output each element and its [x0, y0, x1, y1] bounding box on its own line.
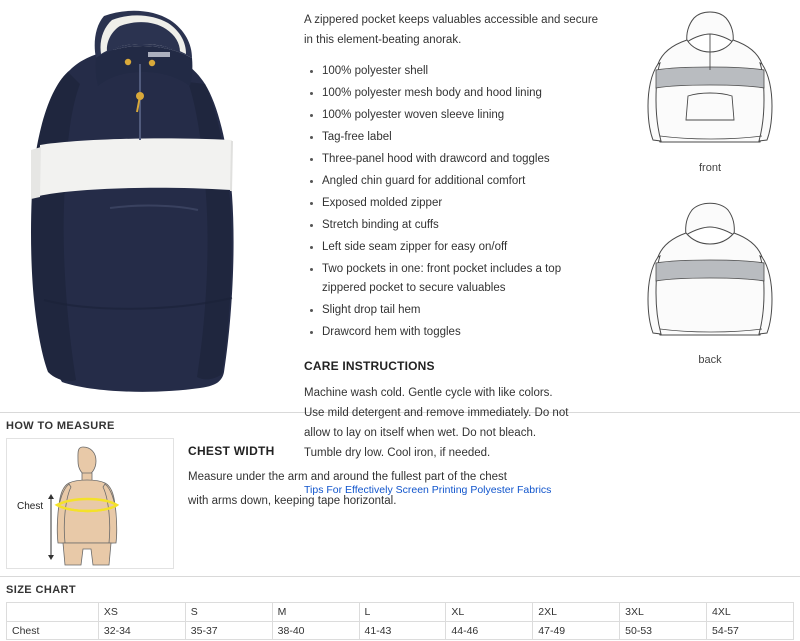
feature-item: 100% polyester shell [304, 62, 606, 81]
table-cell: 47-49 [533, 622, 620, 640]
table-header-cell: S [185, 603, 272, 622]
anorak-front-sketch-icon [620, 4, 800, 154]
table-header-cell: 4XL [707, 603, 794, 622]
anorak-photo-illustration [0, 0, 296, 412]
product-intro: A zippered pocket keeps valuables accessible and secure in this element-beating anorak. [304, 14, 599, 47]
table-cell: 54-57 [707, 622, 794, 640]
table-cell: 41-43 [359, 622, 446, 640]
measure-line-1: Measure under the arm and around the fullest part of the chest [188, 471, 507, 483]
table-header-cell: 2XL [533, 603, 620, 622]
care-instructions-heading: CARE INSTRUCTIONS [304, 358, 435, 373]
table-header-cell: XS [98, 603, 185, 622]
feature-item: Two pockets in one: front pocket includes a top zippered pocket to secure valuables [304, 260, 606, 298]
table-header-cell: L [359, 603, 446, 622]
back-sketch [620, 196, 800, 346]
table-cell: 32-34 [98, 622, 185, 640]
size-chart-heading: SIZE CHART [6, 584, 76, 596]
table-cell: 50-53 [620, 622, 707, 640]
anorak-back-sketch-icon [620, 196, 800, 346]
table-header-cell: 3XL [620, 603, 707, 622]
product-photo [0, 0, 296, 412]
table-row [7, 622, 794, 640]
feature-item: Left side seam zipper for easy on/off [304, 238, 606, 257]
technical-sketches [620, 0, 800, 412]
feature-list [304, 62, 606, 342]
feature-item: Drawcord hem with toggles [304, 323, 606, 342]
chest-figure-label: Chest [17, 501, 44, 512]
feature-item: Stretch binding at cuffs [304, 216, 606, 235]
back-sketch-caption: back [698, 354, 722, 366]
feature-item: Exposed molded zipper [304, 194, 606, 213]
size-chart-wrapper [0, 602, 800, 640]
chest-measure-diagram-icon [7, 439, 173, 568]
measure-line-2: with arms down, keeping tape horizontal. [188, 495, 397, 508]
front-sketch-caption: front [698, 162, 721, 174]
front-sketch [620, 4, 800, 154]
feature-item: Tag-free label [304, 128, 606, 147]
table-cell: 35-37 [185, 622, 272, 640]
feature-item: Angled chin guard for additional comfort [304, 172, 606, 191]
care-instructions-text: Machine wash cold. Gentle cycle with like colors. Use mild detergent and remove immediately. Do not allow to lay on itself when wet. Do not bleach. Tumble dry low. Cool iron, if needed. [304, 386, 569, 460]
how-to-measure-heading: HOW TO MEASURE [6, 420, 115, 432]
feature-item: 100% polyester woven sleeve lining [304, 106, 606, 125]
feature-item: Slight drop tail hem [304, 301, 606, 320]
how-to-measure-section [0, 438, 800, 576]
screen-printing-tips-link[interactable]: Tips For Effectively Screen Printing Polyester Fabrics [304, 484, 552, 497]
feature-item: 100% polyester mesh body and hood lining [304, 84, 606, 103]
feature-item: Three-panel hood with drawcord and toggles [304, 150, 606, 169]
size-chart-table [6, 602, 794, 640]
measure-instructions [174, 438, 800, 576]
table-cell: 38-40 [272, 622, 359, 640]
chest-width-heading: CHEST WIDTH [188, 444, 275, 458]
table-cell: 44-46 [446, 622, 533, 640]
table-header-cell: XL [446, 603, 533, 622]
table-header-cell: M [272, 603, 359, 622]
table-row-label: Chest [7, 622, 99, 640]
table-header-row [7, 603, 794, 622]
measure-figure [6, 438, 174, 569]
table-corner-cell [7, 603, 99, 622]
